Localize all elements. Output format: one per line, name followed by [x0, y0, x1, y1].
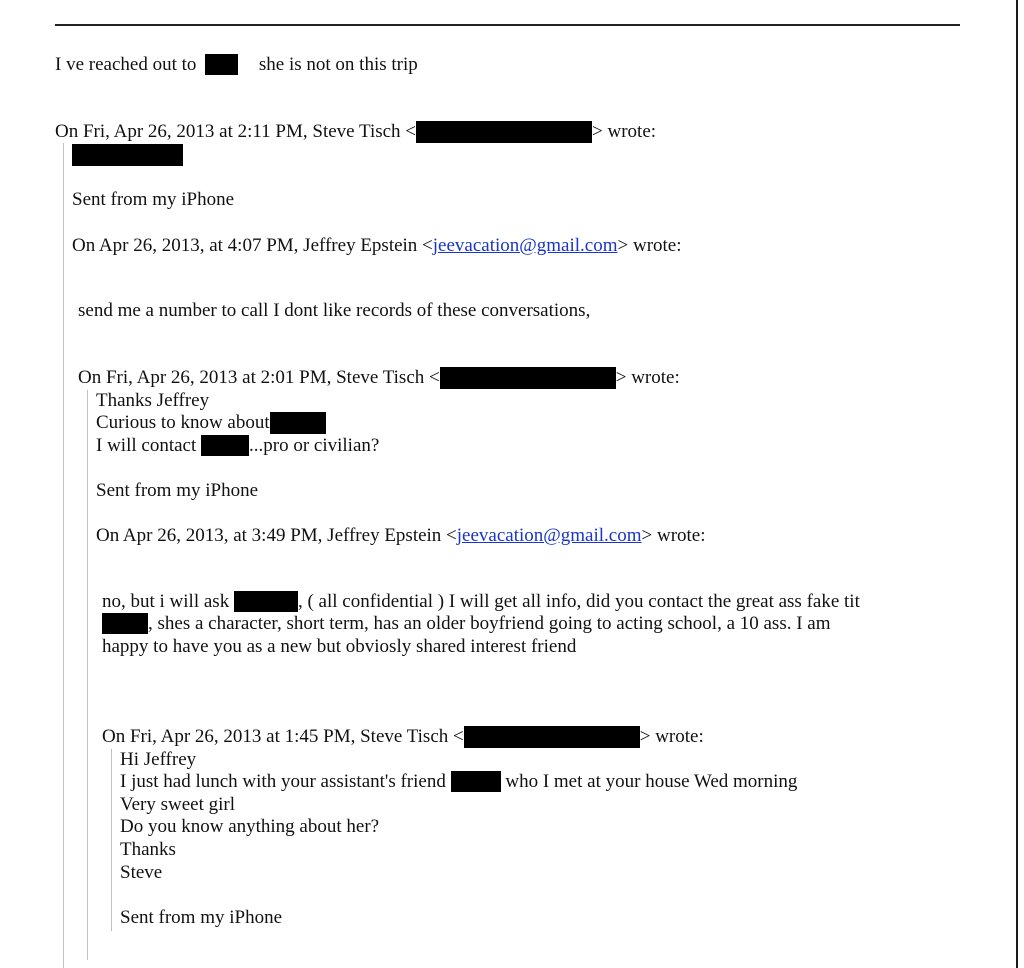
- redaction-box: [270, 412, 326, 434]
- reply5-header-suffix: > wrote:: [639, 726, 704, 747]
- email-link[interactable]: jeevacation@gmail.com: [432, 235, 618, 256]
- redaction-box: [416, 121, 592, 143]
- reply4-header-prefix: On Apr 26, 2013, at 3:49 PM, Jeffrey Epstein <: [96, 525, 457, 546]
- redaction-box: [451, 771, 501, 792]
- sent-from-3: Sent from my iPhone: [96, 480, 259, 501]
- page-right-edge: [1016, 0, 1018, 968]
- reply5-line4: Do you know anything about her?: [120, 816, 380, 837]
- sent-from-1: Sent from my iPhone: [72, 189, 235, 210]
- reply5-line6: Steve: [120, 862, 163, 883]
- redaction-box: [464, 726, 640, 748]
- reply1-header-prefix: On Fri, Apr 26, 2013 at 2:11 PM, Steve Tisch <: [55, 121, 417, 142]
- quote-bar-level-2: [87, 390, 88, 960]
- redaction-box: [440, 367, 616, 389]
- reply3-header-suffix: > wrote:: [615, 367, 680, 388]
- reply3-header-prefix: On Fri, Apr 26, 2013 at 2:01 PM, Steve Tisch <: [78, 367, 440, 388]
- reply3-line2-text: Curious to know about: [96, 412, 270, 433]
- reply3-line2: [96, 412, 326, 435]
- reply5-line2-after: who I met at your house Wed morning: [505, 771, 798, 792]
- sent-from-5: Sent from my iPhone: [120, 907, 283, 928]
- reply4-line1-before: no, but i will ask: [102, 591, 230, 612]
- redaction-box: [205, 54, 238, 75]
- reply1-header-suffix: > wrote:: [592, 121, 657, 142]
- redaction-box: [72, 144, 183, 166]
- reply4-line1: [102, 591, 860, 613]
- quote-bar-level-1: [63, 143, 64, 968]
- reply3-line3-before: I will contact: [96, 435, 197, 456]
- redaction-box: [102, 613, 148, 634]
- reply3-line3-after: ...pro or civilian?: [249, 435, 380, 456]
- reply5-line2-before: I just had lunch with your assistant's friend: [120, 771, 446, 792]
- email-link[interactable]: jeevacation@gmail.com: [456, 525, 642, 546]
- reply5-header: [102, 726, 704, 749]
- reply3-line3: [96, 435, 379, 457]
- reply4-line2-after: , shes a character, short term, has an older boyfriend going to acting school, a 10 ass. I am: [148, 613, 831, 634]
- reply3-line1: Thanks Jeffrey: [96, 390, 210, 411]
- reply4-line3: happy to have you as a new but obviosly shared interest friend: [102, 636, 577, 657]
- reply2-body: send me a number to call I dont like records of these conversations,: [78, 300, 591, 321]
- reply2-header-prefix: On Apr 26, 2013, at 4:07 PM, Jeffrey Epstein <: [72, 235, 433, 256]
- quote-bar-level-3: [111, 749, 112, 931]
- redaction-box: [201, 435, 249, 456]
- top-divider: [55, 24, 960, 26]
- reply5-line1: Hi Jeffrey: [120, 749, 197, 770]
- reply4-header: [96, 525, 706, 547]
- reply5-line5: Thanks: [120, 839, 176, 860]
- reply4-header-suffix: > wrote:: [641, 525, 706, 546]
- reply4-line2: [102, 613, 831, 635]
- reply5-line3: Very sweet girl: [120, 794, 236, 815]
- intro-text-after: she is not on this trip: [258, 54, 418, 75]
- reply1-header: [55, 121, 656, 144]
- reply5-line2: [120, 771, 797, 793]
- reply2-header-suffix: > wrote:: [617, 235, 682, 256]
- reply5-header-prefix: On Fri, Apr 26, 2013 at 1:45 PM, Steve Tisch <: [102, 726, 464, 747]
- intro-text-before: I ve reached out to: [55, 54, 197, 75]
- reply4-line1-after: , ( all confidential ) I will get all info, did you contact the great ass fake tit: [297, 591, 860, 612]
- redaction-box: [234, 591, 298, 612]
- intro-line: [55, 54, 418, 76]
- reply2-header: [72, 235, 682, 257]
- reply3-header: [78, 367, 680, 390]
